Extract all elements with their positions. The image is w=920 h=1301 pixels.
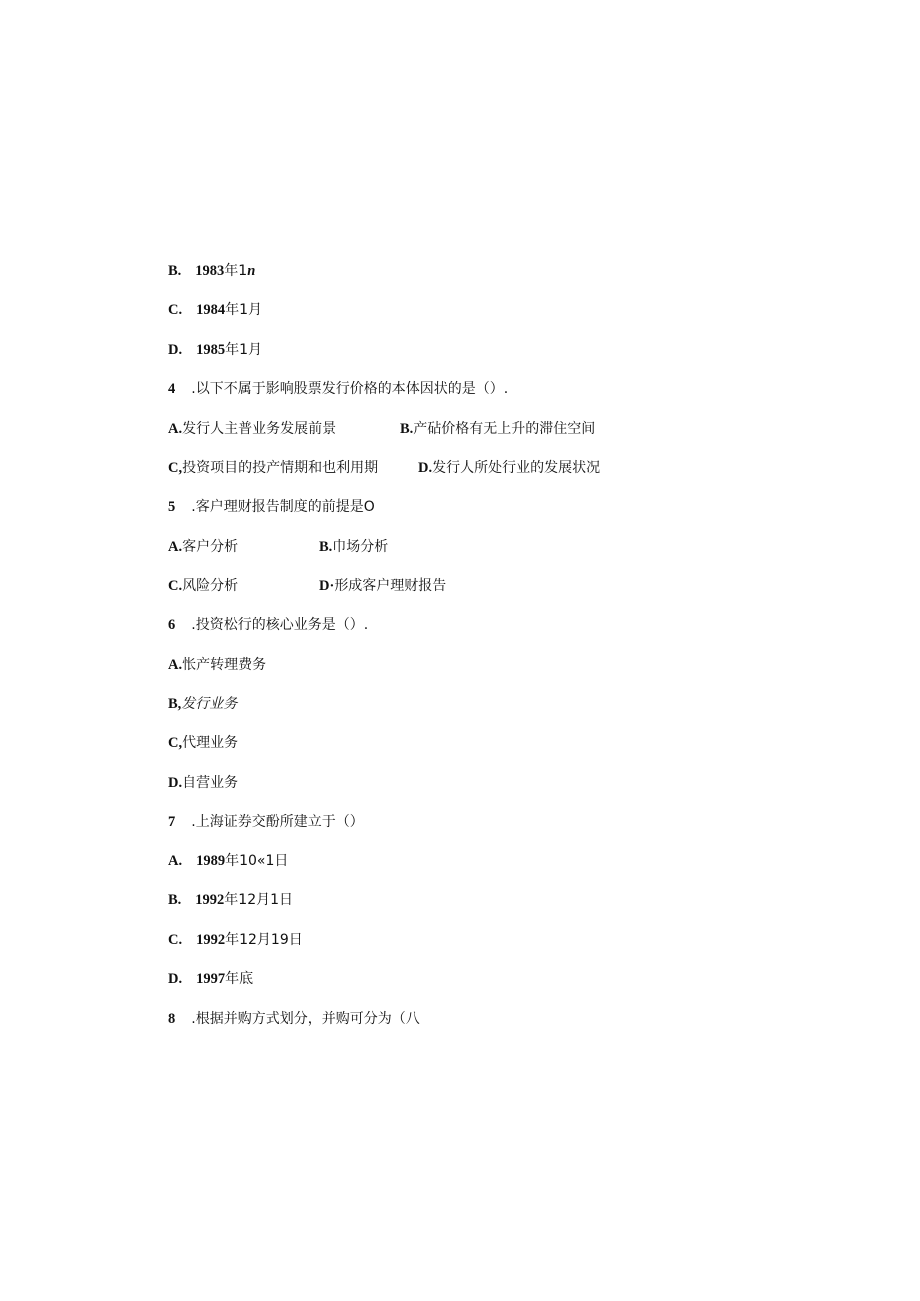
question-4 [168,380,508,398]
option-text: 发行人所处行业的发展状况 [432,460,601,476]
option-mark: B. [400,421,414,437]
option-text: 产砧价格有无上升的滞住空间 [413,421,596,437]
option-mark: A. [168,539,183,555]
question-text: .上海证券交酚所建立于（） [191,814,364,830]
option-q3-d [168,341,262,359]
option-text: 发行人主普业务发展前景 [182,421,337,437]
option-text-tail: n [247,263,256,279]
option-year: 1983 [195,263,225,279]
option-text: 投资项目的投产情期和也利用期 [182,460,379,476]
option-mark: D. [168,775,183,791]
option-mark: C, [168,735,183,751]
option-text: 年12月1日 [224,892,294,908]
option-text: 年12月19日 [225,932,303,948]
option-q7-a [168,852,288,870]
option-text: 年1 [224,263,248,279]
question-4-options-ab [168,420,728,438]
option-year: 1992 [196,932,226,948]
option-mark: A. [168,853,183,869]
option-text: 自营业务 [182,775,239,791]
option-text: 巾场分析 [332,539,389,555]
option-q6-d [168,774,238,792]
option-mark: B, [168,696,182,712]
question-7 [168,813,364,831]
option-mark: D· [319,578,335,594]
question-number: 8 [168,1011,176,1027]
question-number: 7 [168,814,176,830]
question-text: .根据并购方式划分，并购可分为（八 [191,1011,420,1027]
option-q6-b [168,695,237,713]
option-q3-b [168,262,255,280]
question-8 [168,1010,420,1028]
option-year: 1997 [196,971,226,987]
option-mark: C. [168,578,183,594]
option-text: 形成客户理财报告 [334,578,447,594]
question-number: 6 [168,617,176,633]
option-text: 年1月 [225,302,263,318]
option-year: 1985 [196,342,226,358]
option-mark: B. [168,263,182,279]
option-q7-d [168,970,253,988]
question-text: .投资松行的核心业务是（）. [191,617,369,633]
question-text: .客户理财报告制度的前提是O [191,499,375,515]
option-mark: A. [168,421,183,437]
option-year: 1984 [196,302,226,318]
option-q7-c [168,931,303,949]
option-text: 风险分析 [182,578,239,594]
option-mark: B. [319,539,333,555]
question-5 [168,498,375,516]
question-6 [168,616,368,634]
option-text: 怅产转理费务 [182,657,267,673]
option-mark: D. [418,460,433,476]
option-q6-c [168,734,238,752]
question-number: 4 [168,381,176,397]
option-mark: D. [168,342,183,358]
option-year: 1992 [195,892,225,908]
option-year: 1989 [196,853,226,869]
option-text: 代理业务 [182,735,239,751]
option-mark: C, [168,460,183,476]
question-4-options-cd [168,459,728,477]
option-mark: C. [168,302,183,318]
option-mark: C. [168,932,183,948]
option-mark: B. [168,892,182,908]
question-text: .以下不属于影响股票发行价格的本体因状的是（）. [191,381,509,397]
option-text: 年10«1日 [225,853,289,869]
option-q6-a [168,656,266,674]
question-number: 5 [168,499,176,515]
option-q3-c [168,301,262,319]
option-q7-b [168,891,293,909]
option-text: 发行业务 [181,696,238,712]
option-mark: D. [168,971,183,987]
option-text: 年底 [225,971,254,987]
question-5-options-ab [168,538,568,556]
option-text: 年1月 [225,342,263,358]
question-5-options-cd [168,577,568,595]
option-mark: A. [168,657,183,673]
option-text: 客户分析 [182,539,239,555]
